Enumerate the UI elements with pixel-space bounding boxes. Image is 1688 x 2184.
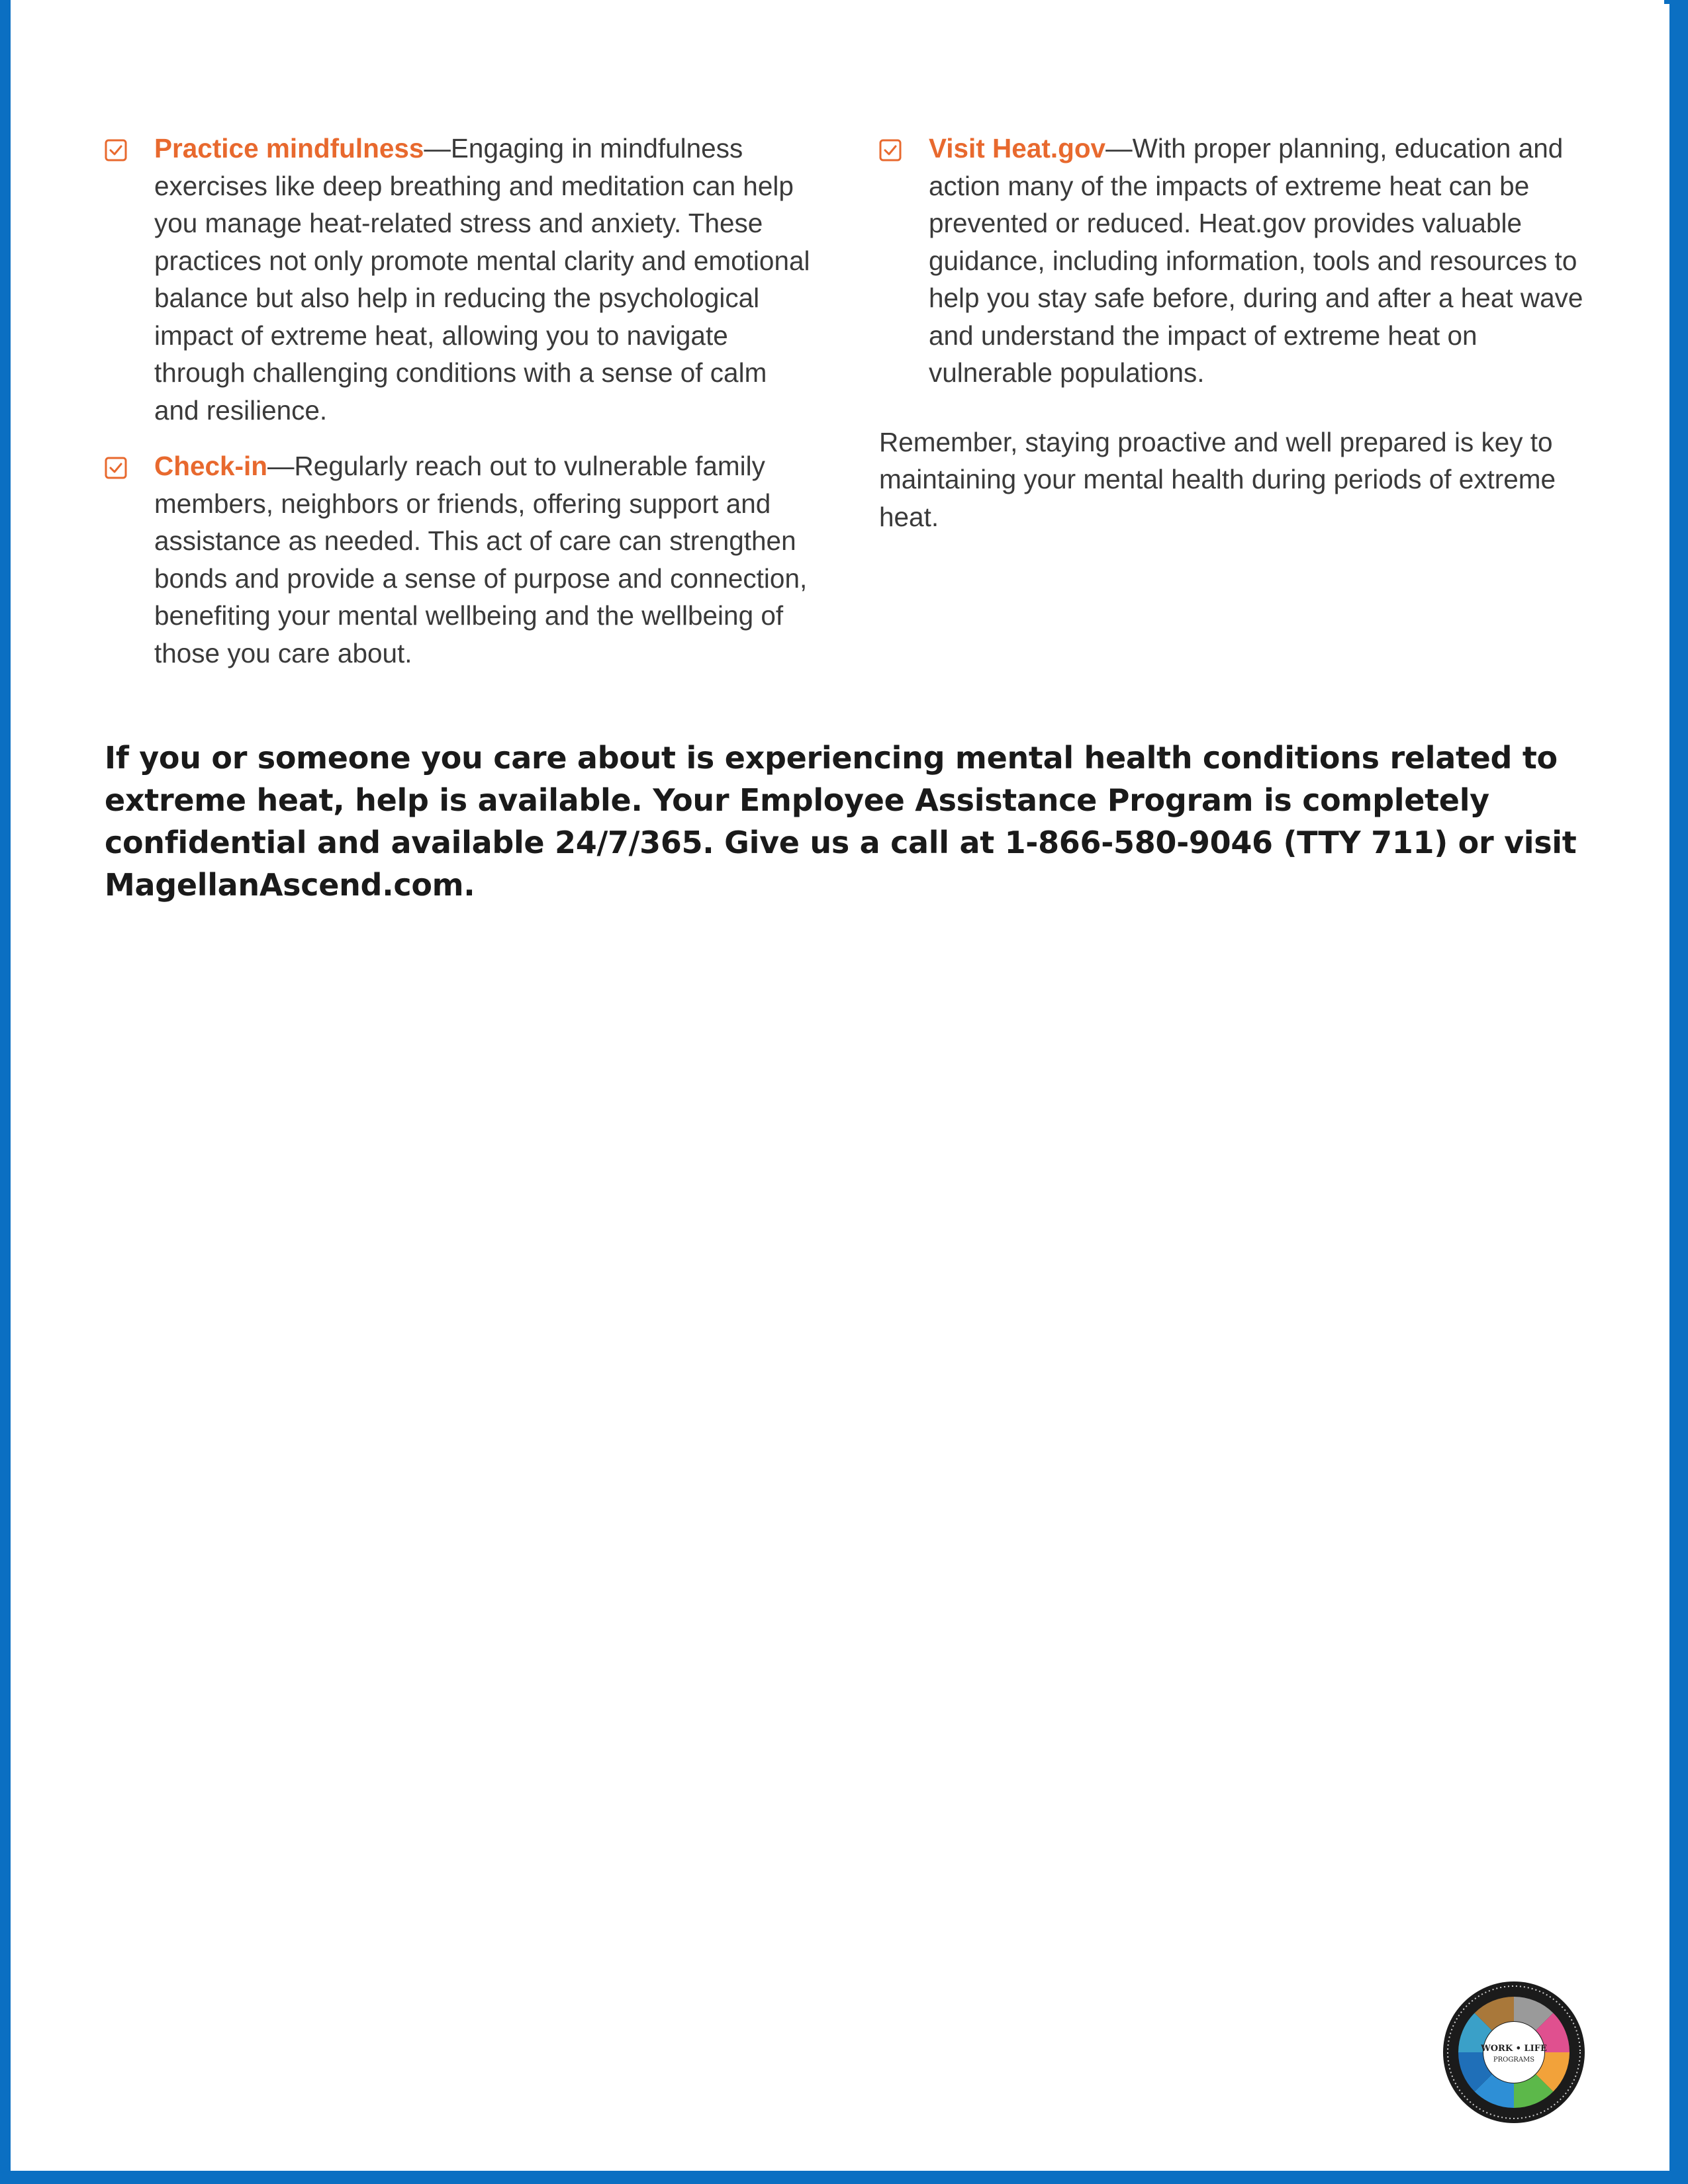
tip-body: —Engaging in mindfulness exercises like deep breathing and meditation can help you manage heat-related stress and anxiety. These practices not only promote mental clarity and emotional balance but also help in reducing the psychological impact of extreme heat, allowing you to navigate through challenging conditions with a sense of calm and resilience. bbox=[154, 133, 810, 426]
checkbox-icon bbox=[105, 139, 127, 161]
tip-practice-mindfulness bbox=[105, 130, 813, 429]
page-border-left bbox=[0, 0, 11, 2184]
right-column bbox=[879, 130, 1594, 535]
seal-text-line2: PROGRAMS bbox=[1493, 2056, 1535, 2064]
page-border-right bbox=[1669, 0, 1688, 2184]
left-column bbox=[105, 130, 813, 690]
tip-heading: Check-in bbox=[154, 451, 268, 481]
eap-call-to-action: If you or someone you care about is experiencing mental health conditions related to extreme heat, help is available. Your Employee Assistance Program is completely confidential and available 24/7/365. Give us a call at 1-866-580-9046 (TTY 711) or visit MagellanAscend.com. bbox=[105, 740, 1577, 903]
checkbox-icon bbox=[105, 457, 127, 479]
page-border-notch bbox=[1664, 0, 1688, 4]
reminder-note: Remember, staying proactive and well prepared is key to maintaining your mental health during periods of extreme heat. bbox=[879, 426, 1556, 532]
seal-text-line1: WORK • LIFE bbox=[1481, 2044, 1547, 2054]
tip-body: —Regularly reach out to vulnerable family members, neighbors or friends, offering support and assistance as needed. This act of care can strengthen bonds and provide a sense of purpose and connection, benefiting your mental wellbeing and the wellbeing of those you care about. bbox=[154, 451, 808, 668]
tip-visit-heat-gov bbox=[879, 130, 1594, 392]
tip-text bbox=[154, 447, 813, 672]
work-life-programs-seal-icon bbox=[1442, 1980, 1586, 2124]
checkbox-icon bbox=[879, 139, 902, 161]
tip-heading: Practice mindfulness bbox=[154, 133, 424, 163]
tip-check-in bbox=[105, 447, 813, 672]
tip-text bbox=[929, 130, 1594, 392]
page-border-bottom bbox=[0, 2171, 1688, 2184]
tip-text bbox=[154, 130, 813, 429]
tip-body: —With proper planning, education and action many of the impacts of extreme heat can be prevented or reduced. Heat.gov provides valuable guidance, including information, tools and resources to help you stay safe before, during and after a heat wave and understand the impact of extreme heat on vulnerable populations. bbox=[929, 133, 1583, 388]
tip-heading: Visit Heat.gov bbox=[929, 133, 1106, 163]
